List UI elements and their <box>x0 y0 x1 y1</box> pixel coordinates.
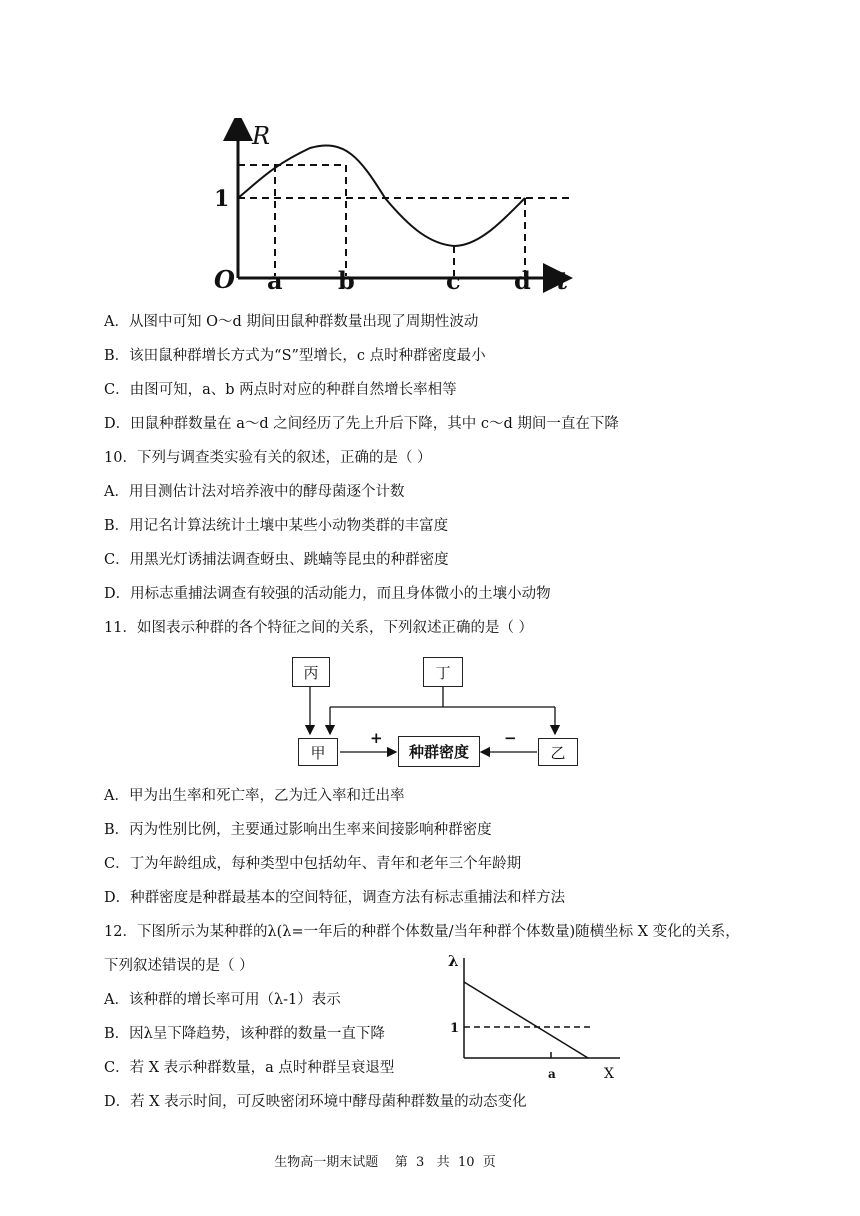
q10-option-c: C．用黑光灯诱捕法调查蚜虫、跳蝻等昆虫的种群密度 <box>104 552 449 568</box>
q9-option-a: A．从图中可知 O～d 期间田鼠种群数量出现了周期性波动 <box>104 314 479 330</box>
q9-option-b: B．该田鼠种群增长方式为“S”型增长，c 点时种群密度最小 <box>104 348 486 364</box>
tick-b: b <box>338 266 355 295</box>
q12-option-b: B．因λ呈下降趋势，该种群的数量一直下降 <box>104 1026 385 1042</box>
box-jia: 甲 <box>298 738 338 766</box>
lambda-x-label: X <box>604 1066 614 1082</box>
box-ding: 丁 <box>423 657 463 687</box>
origin-label: O <box>214 265 235 294</box>
q9-option-c: C．由图可知，a、b 两点时对应的种群自然增长率相等 <box>104 382 457 398</box>
t-axis-label: t <box>557 266 569 295</box>
q11-option-b: B．丙为性别比例，主要通过影响出生率来间接影响种群密度 <box>104 822 492 838</box>
tick-d: d <box>514 266 531 295</box>
q10-option-b: B．用记名计算法统计土壤中某些小动物类群的丰富度 <box>104 518 449 534</box>
box-yi: 乙 <box>538 738 578 766</box>
q10-option-d: D．用标志重捕法调查有较强的活动能力，而且身体微小的土壤小动物 <box>104 586 551 602</box>
q12-stem-line1: 12．下图所示为某种群的λ(λ=一年后的种群个体数量/当年种群个体数量)随横坐标 X 变化的关系， <box>104 924 740 940</box>
tick-c: c <box>446 266 461 295</box>
one-label: 1 <box>214 186 230 212</box>
q12-stem-line2: 下列叙述错误的是（ ） <box>104 958 254 974</box>
q10-option-a: A．用目测估计法对培养液中的酵母菌逐个计数 <box>104 484 405 500</box>
q12-option-c: C．若 X 表示种群数量，a 点时种群呈衰退型 <box>104 1060 395 1076</box>
plus-sign: + <box>370 729 383 747</box>
lambda-tick-a: a <box>548 1067 556 1081</box>
q11-option-c: C．丁为年龄组成，每种类型中包括幼年、青年和老年三个年龄期 <box>104 856 522 872</box>
box-population-density: 种群密度 <box>398 736 480 767</box>
lambda-axis-label: λ <box>448 952 459 970</box>
q9-option-d: D．田鼠种群数量在 a～d 之间经历了先上升后下降，其中 c～d 期间一直在下降 <box>104 416 619 432</box>
q11-option-d: D．种群密度是种群最基本的空间特征，调查方法有标志重捕法和样方法 <box>104 890 566 906</box>
page-footer: 生物高一期末试题 第 3 共 10 页 <box>274 1155 496 1170</box>
lambda-x-graph <box>440 948 630 1083</box>
q11-option-a: A．甲为出生率和死亡率，乙为迁入率和迁出率 <box>104 788 405 804</box>
population-feature-diagram <box>280 650 600 775</box>
r-curve <box>238 145 525 246</box>
q12-option-a: A．该种群的增长率可用（λ-1）表示 <box>104 992 341 1008</box>
q10-stem: 10．下列与调查类实验有关的叙述，正确的是（ ） <box>104 450 432 466</box>
tick-a: a <box>267 266 283 295</box>
r-t-graph <box>200 118 580 298</box>
box-bing: 丙 <box>292 657 330 687</box>
r-axis-label: R <box>252 122 271 150</box>
q11-stem: 11．如图表示种群的各个特征之间的关系，下列叙述正确的是（ ） <box>104 620 534 636</box>
minus-sign: − <box>504 729 517 747</box>
q12-option-d: D．若 X 表示时间，可反映密闭环境中酵母菌种群数量的动态变化 <box>104 1094 527 1110</box>
lambda-one-label: 1 <box>450 1021 460 1036</box>
lambda-line <box>464 982 588 1058</box>
